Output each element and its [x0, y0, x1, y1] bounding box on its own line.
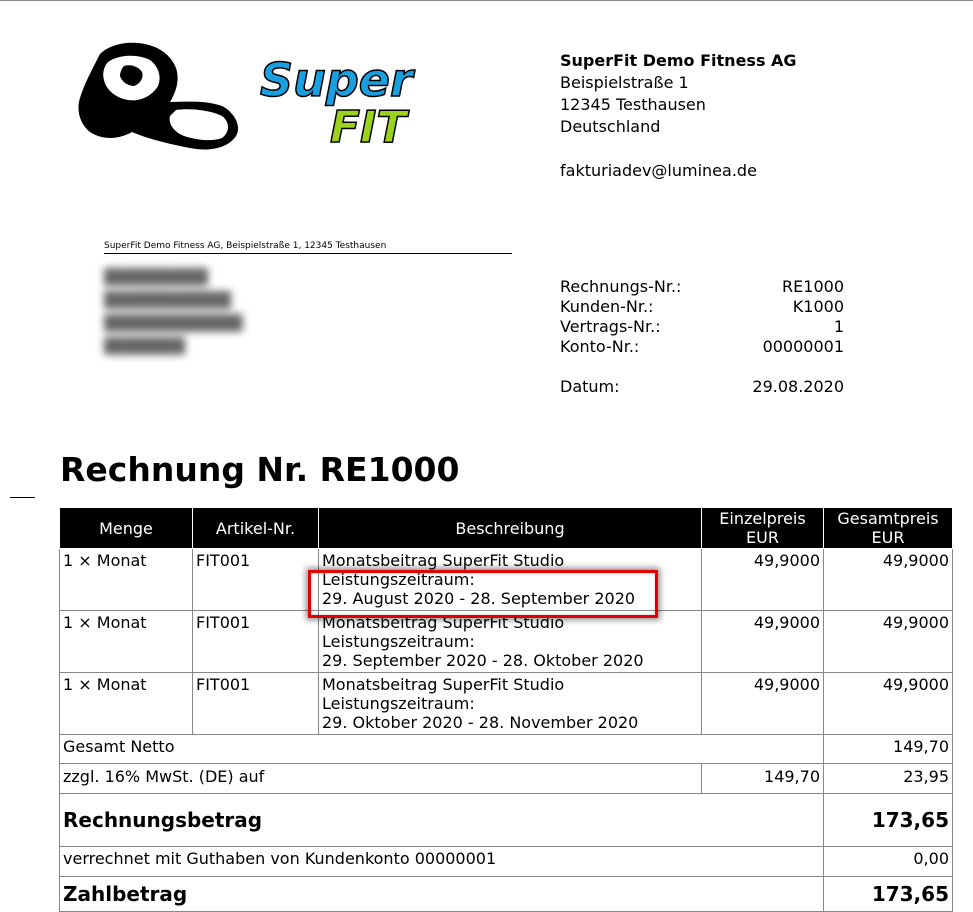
cell-article: FIT001: [193, 673, 319, 735]
meta-row-account-no: [560, 337, 844, 357]
table-row: [60, 673, 953, 735]
cell-description: [319, 611, 702, 673]
meta-row-invoice-no: [560, 277, 844, 297]
desc-line: Leistungszeitraum:: [322, 570, 475, 589]
credit-row: [60, 847, 953, 877]
logo-super-text: Super: [260, 53, 413, 107]
meta-value: RE1000: [782, 277, 844, 296]
logo-fit-text: FIT: [330, 102, 407, 153]
desc-line: 29. August 2020 - 28. September 2020: [322, 589, 636, 608]
header-article: Artikel-Nr.: [193, 508, 319, 549]
company-city: 12345 Testhausen: [560, 95, 706, 114]
header-total-line1: Gesamtpreis: [837, 509, 939, 528]
table-row: [60, 611, 953, 673]
invoice-table: [59, 507, 953, 912]
desc-line: 29. September 2020 - 28. Oktober 2020: [322, 651, 644, 670]
flexing-arm-icon: [72, 36, 442, 156]
cell-total: 49,9000: [824, 549, 953, 611]
meta-value: K1000: [792, 297, 844, 316]
net-total-value: 149,70: [824, 735, 953, 764]
recipient-address-blurred: █████████ ███████████ ████████████ ███████: [104, 268, 243, 355]
company-street: Beispielstraße 1: [560, 73, 689, 92]
cell-unit-price: 49,9000: [702, 673, 824, 735]
cell-description: [319, 673, 702, 735]
company-country: Deutschland: [560, 117, 661, 136]
table-header-row: [60, 508, 953, 549]
meta-row-contract-no: [560, 317, 844, 337]
cell-total: 49,9000: [824, 673, 953, 735]
desc-line: 29. Oktober 2020 - 28. November 2020: [322, 713, 639, 732]
cell-article: FIT001: [193, 611, 319, 673]
meta-label: Kunden-Nr.:: [560, 297, 654, 316]
desc-line: Monatsbeitrag SuperFit Studio: [322, 551, 565, 570]
meta-label: Konto-Nr.:: [560, 337, 640, 356]
meta-label: Vertrags-Nr.:: [560, 317, 661, 336]
net-total-row: [60, 735, 953, 764]
payment-amount-row: [60, 877, 953, 912]
invoice-title: Rechnung Nr. RE1000: [60, 450, 460, 489]
superfit-logo: [72, 36, 442, 156]
meta-value: 00000001: [762, 337, 844, 356]
cell-description: [319, 549, 702, 611]
cell-qty: 1 × Monat: [60, 673, 193, 735]
net-total-label: Gesamt Netto: [60, 735, 824, 764]
desc-line: Monatsbeitrag SuperFit Studio: [322, 613, 565, 632]
header-description: Beschreibung: [319, 508, 702, 549]
payment-amount-label: Zahlbetrag: [60, 877, 824, 912]
vat-row: [60, 764, 953, 794]
fold-mark: [10, 497, 35, 498]
credit-label: verrechnet mit Guthaben von Kundenkonto 00000001: [60, 847, 824, 877]
meta-label: Rechnungs-Nr.:: [560, 277, 682, 296]
header-qty: Menge: [60, 508, 193, 549]
table-row: [60, 549, 953, 611]
meta-value: 1: [833, 317, 844, 336]
vat-label: zzgl. 16% MwSt. (DE) auf: [60, 764, 702, 794]
invoice-amount-value: 173,65: [824, 794, 953, 847]
desc-line: Leistungszeitraum:: [322, 694, 475, 713]
page-top-border: [0, 0, 973, 1]
header-total-price: [824, 508, 953, 549]
desc-line: Leistungszeitraum:: [322, 632, 475, 651]
meta-row-date: [560, 377, 844, 397]
meta-value: 29.08.2020: [752, 377, 844, 396]
vat-base: 149,70: [702, 764, 824, 794]
vat-value: 23,95: [824, 764, 953, 794]
cell-unit-price: 49,9000: [702, 611, 824, 673]
header-unit-price-line2: EUR: [746, 528, 779, 547]
cell-total: 49,9000: [824, 611, 953, 673]
cell-article: FIT001: [193, 549, 319, 611]
payment-amount-value: 173,65: [824, 877, 953, 912]
cell-unit-price: 49,9000: [702, 549, 824, 611]
credit-value: 0,00: [824, 847, 953, 877]
company-address: [560, 50, 797, 182]
company-name: SuperFit Demo Fitness AG: [560, 51, 797, 70]
desc-line: Monatsbeitrag SuperFit Studio: [322, 675, 565, 694]
invoice-amount-label: Rechnungsbetrag: [60, 794, 824, 847]
sender-line: SuperFit Demo Fitness AG, Beispielstraße 1, 12345 Testhausen: [104, 240, 512, 254]
meta-label: Datum:: [560, 377, 620, 396]
invoice-amount-row: [60, 794, 953, 847]
meta-row-customer-no: [560, 297, 844, 317]
company-email: fakturiadev@luminea.de: [560, 161, 757, 180]
header-unit-price: [702, 508, 824, 549]
cell-qty: 1 × Monat: [60, 611, 193, 673]
cell-qty: 1 × Monat: [60, 549, 193, 611]
header-unit-price-line1: Einzelpreis: [719, 509, 806, 528]
invoice-meta: [560, 277, 844, 397]
header-total-line2: EUR: [871, 528, 905, 547]
